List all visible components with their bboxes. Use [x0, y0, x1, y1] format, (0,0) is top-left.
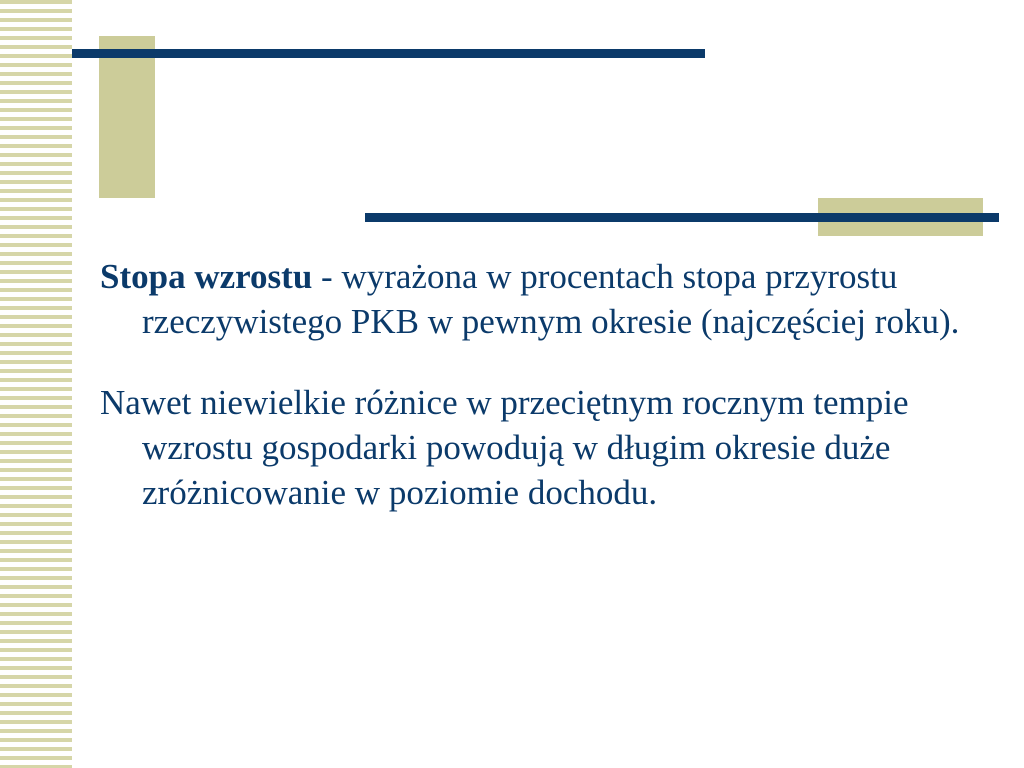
decorative-line-mid: [365, 213, 999, 222]
decorative-line-top: [72, 49, 705, 58]
defined-term: Stopa wzrostu: [100, 257, 313, 296]
decorative-block-left: [99, 36, 155, 198]
definition-paragraph: [100, 254, 980, 344]
definition-text: - wyrażona w procentach stopa przyrostu rzeczywistego PKB w pewnym okresie (najczęściej roku).: [142, 257, 960, 341]
explanation-paragraph: [100, 380, 980, 515]
decorative-stripe-panel: [0, 0, 72, 768]
slide-body: [100, 254, 980, 515]
explanation-text: Nawet niewielkie różnice w przeciętnym rocznym tempie wzrostu gospodarki powodują w długim okresie duże zróżnicowanie w poziomie dochodu.: [100, 383, 909, 512]
